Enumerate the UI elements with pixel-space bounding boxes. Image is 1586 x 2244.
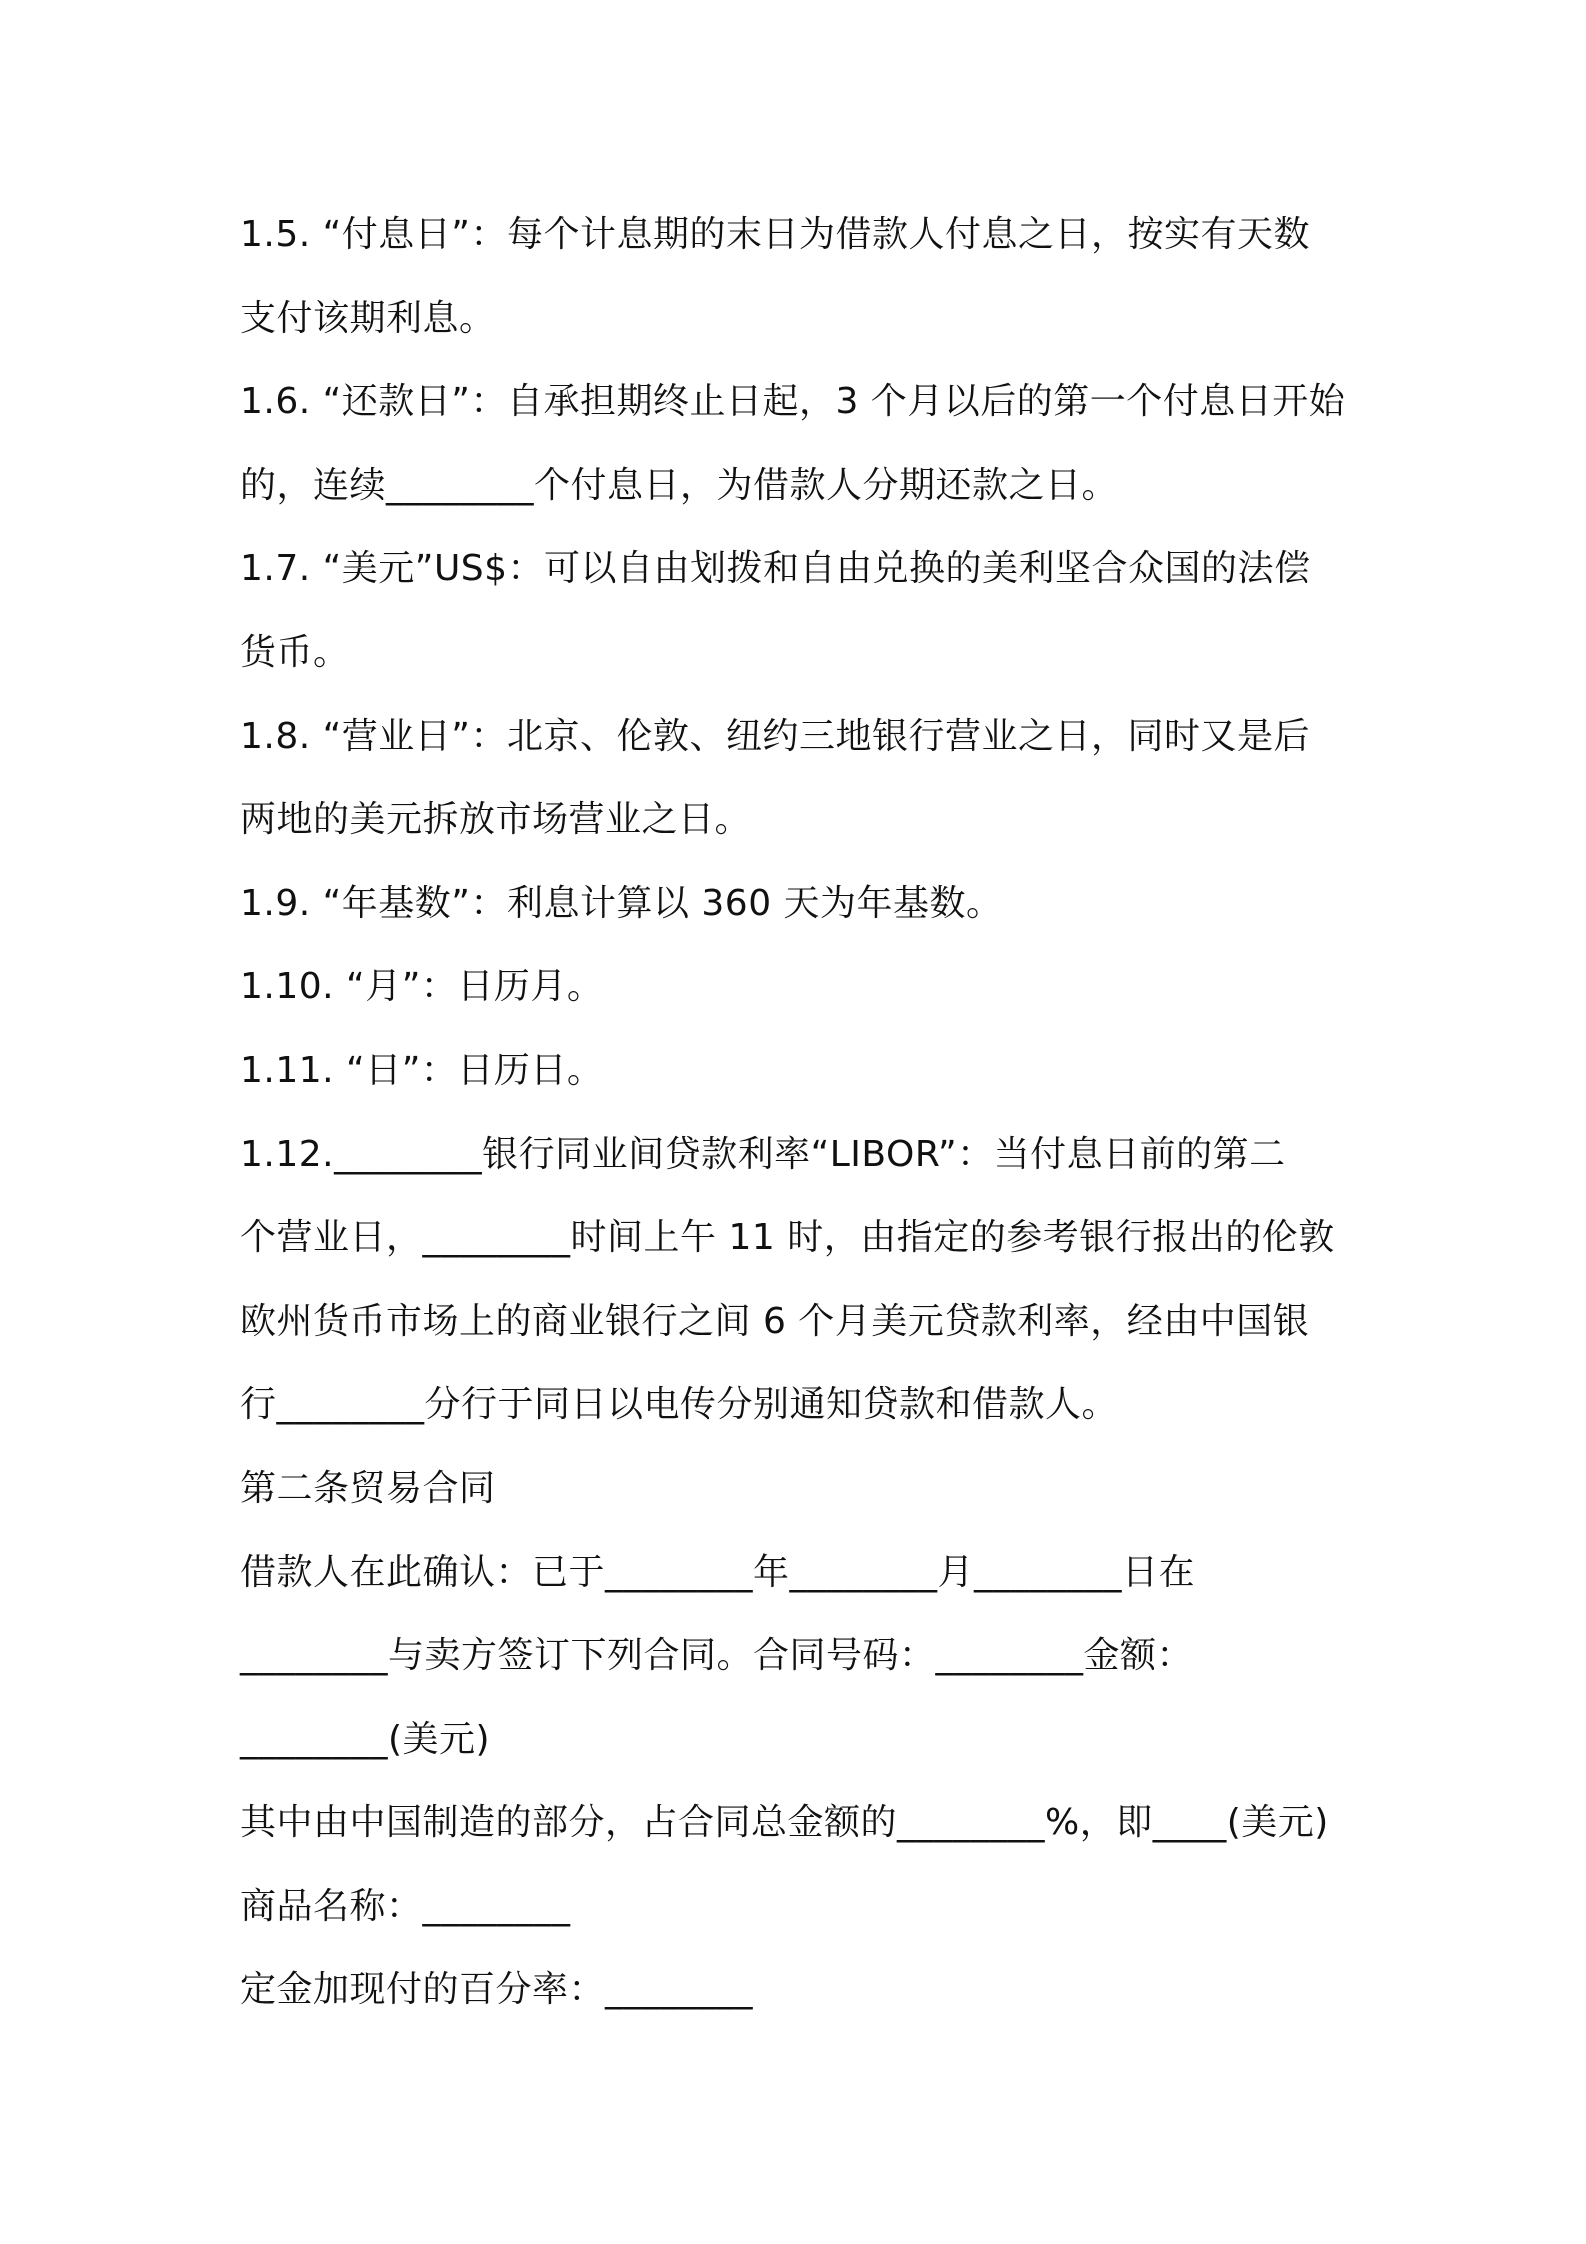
text-line-1-11: 1.11. “日”：日历日。 — [240, 1049, 604, 1091]
text-line-china-made: 其中由中国制造的部分，占合同总金额的________%，即____(美元) — [240, 1802, 1329, 1844]
text-line-1-12-cont-3: 行________分行于同日以电传分别通知贷款和借款人。 — [240, 1384, 1119, 1426]
text-line-amount: ________(美元) — [240, 1718, 491, 1760]
document-body — [240, 193, 1360, 2032]
text-line-1-12: 1.12.________银行同业间贷款利率“LIBOR”：当付息日前的第二 — [240, 1133, 1286, 1175]
section-heading-article-2: 第二条贸易合同 — [240, 1467, 496, 1509]
text-line-contract: ________与卖方签订下列合同。合同号码：________金额： — [240, 1635, 1194, 1677]
text-line-1-8-cont: 两地的美元拆放市场营业之日。 — [240, 799, 752, 841]
text-line-1-12-cont-2: 欧州货币市场上的商业银行之间 6 个月美元贷款利率，经由中国银 — [240, 1300, 1310, 1342]
text-line-1-7: 1.7. “美元”US$：可以自由划拨和自由兑换的美利坚合众国的法偿 — [240, 548, 1311, 590]
text-line-1-6-cont: 的，连续________个付息日，为借款人分期还款之日。 — [240, 464, 1119, 506]
text-line-1-9: 1.9. “年基数”：利息计算以 360 天为年基数。 — [240, 882, 1003, 924]
text-line-1-10: 1.10. “月”：日历月。 — [240, 966, 604, 1008]
text-line-1-12-cont-1: 个营业日，________时间上午 11 时，由指定的参考银行报出的伦敦 — [240, 1217, 1335, 1259]
text-line-1-7-cont: 货币。 — [240, 631, 350, 673]
text-line-deposit-rate: 定金加现付的百分率：________ — [240, 1969, 754, 2011]
text-line-1-5: 1.5. “付息日”：每个计息期的末日为借款人付息之日，按实有天数 — [240, 214, 1310, 255]
text-line-goods-name: 商品名称：________ — [240, 1885, 571, 1927]
text-line-1-6: 1.6. “还款日”：自承担期终止日起，3 个月以后的第一个付息日开始 — [240, 381, 1346, 423]
text-line-1-8: 1.8. “营业日”：北京、伦敦、纽约三地银行营业之日，同时又是后 — [240, 715, 1310, 757]
text-line-confirm: 借款人在此确认：已于________年________月________日在 — [240, 1551, 1196, 1593]
text-line-1-5-cont: 支付该期利息。 — [240, 297, 496, 339]
